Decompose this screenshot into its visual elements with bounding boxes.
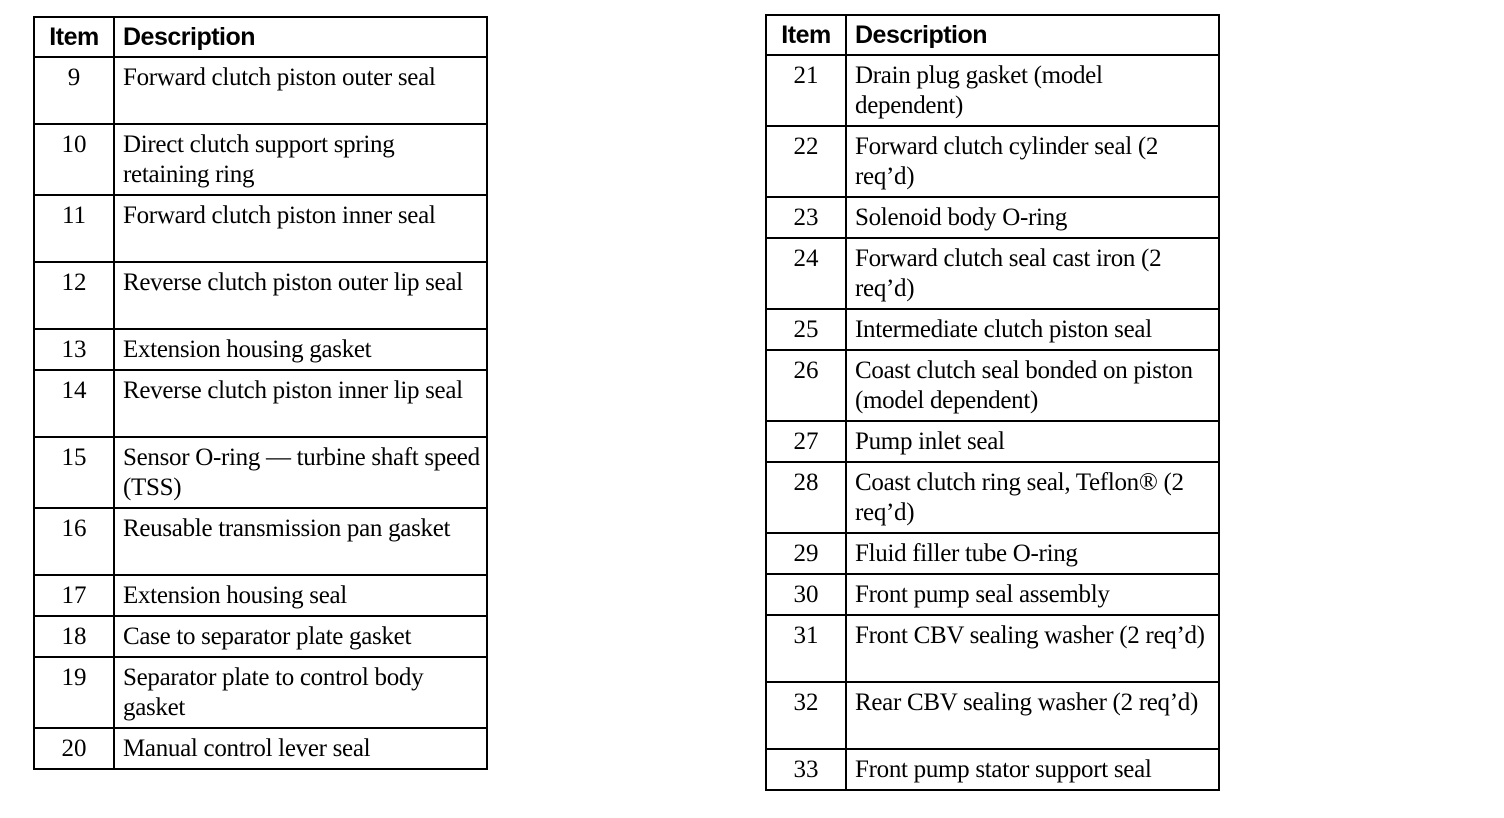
description-text: Forward clutch piston outer seal <box>123 64 436 91</box>
item-description <box>846 309 1219 350</box>
description-text: Separator plate to control body gasket <box>123 664 424 721</box>
item-number: 33 <box>766 749 846 790</box>
item-number: 27 <box>766 421 846 462</box>
item-description <box>846 682 1219 749</box>
item-number: 15 <box>34 437 114 508</box>
description-text: Front CBV sealing washer (2 req’d) <box>855 622 1205 649</box>
item-number: 12 <box>34 262 114 329</box>
table-row <box>34 657 487 728</box>
table-row <box>34 616 487 657</box>
description-text: Front pump seal assembly <box>855 581 1110 608</box>
item-description <box>846 350 1219 421</box>
item-number: 14 <box>34 370 114 437</box>
description-text: Front pump stator support seal <box>855 756 1152 783</box>
table-row <box>34 262 487 329</box>
item-description <box>846 238 1219 309</box>
item-description <box>114 437 487 508</box>
description-text: Coast clutch seal bonded on piston (model dependent) <box>855 357 1193 414</box>
parts-table-right <box>765 14 1220 791</box>
item-description <box>846 126 1219 197</box>
table-row <box>766 238 1219 309</box>
item-number: 21 <box>766 55 846 126</box>
description-text: Intermediate clutch piston seal <box>855 316 1152 343</box>
description-text: Forward clutch cylinder seal (2 req’d) <box>855 133 1159 190</box>
item-description <box>114 616 487 657</box>
description-text: Extension housing seal <box>123 582 347 609</box>
item-number: 30 <box>766 574 846 615</box>
table-row <box>34 728 487 769</box>
table-row <box>766 749 1219 790</box>
item-description <box>846 197 1219 238</box>
table-row <box>34 575 487 616</box>
table-row <box>766 350 1219 421</box>
item-description <box>114 728 487 769</box>
item-number: 24 <box>766 238 846 309</box>
description-text: Case to separator plate gasket <box>123 623 412 650</box>
table-row <box>766 126 1219 197</box>
table-row <box>766 533 1219 574</box>
table-row <box>766 615 1219 682</box>
description-text: Direct clutch support spring retaining ring <box>123 131 395 188</box>
item-column-header: Item <box>34 17 114 57</box>
item-description <box>114 508 487 575</box>
table-row <box>766 55 1219 126</box>
description-text: Forward clutch seal cast iron (2 req’d) <box>855 245 1162 302</box>
table-row <box>34 329 487 370</box>
table-row <box>766 574 1219 615</box>
description-text: Drain plug gasket (model dependent) <box>855 62 1103 119</box>
item-number: 22 <box>766 126 846 197</box>
table-row <box>34 57 487 124</box>
item-number: 23 <box>766 197 846 238</box>
item-description <box>846 574 1219 615</box>
table-header-row <box>34 17 487 57</box>
item-number: 25 <box>766 309 846 350</box>
item-number: 31 <box>766 615 846 682</box>
table-row <box>766 309 1219 350</box>
description-text: Pump inlet seal <box>855 428 1005 455</box>
description-text: Solenoid body O-ring <box>855 204 1068 231</box>
item-number: 20 <box>34 728 114 769</box>
description-column-header: Description <box>846 15 1219 55</box>
description-text: Reusable transmission pan gasket <box>123 515 451 542</box>
item-description <box>846 462 1219 533</box>
item-description <box>846 615 1219 682</box>
item-number: 28 <box>766 462 846 533</box>
table-row <box>34 370 487 437</box>
item-description <box>114 575 487 616</box>
description-text: Extension housing gasket <box>123 336 372 363</box>
item-number: 17 <box>34 575 114 616</box>
item-description <box>846 533 1219 574</box>
description-text: Reverse clutch piston outer lip seal <box>123 269 463 296</box>
item-description <box>114 57 487 124</box>
description-text: Forward clutch piston inner seal <box>123 202 436 229</box>
description-text: Fluid filler tube O-ring <box>855 540 1078 567</box>
description-text: Manual control lever seal <box>123 735 371 762</box>
item-number: 11 <box>34 195 114 262</box>
item-number: 19 <box>34 657 114 728</box>
item-description <box>846 749 1219 790</box>
parts-table-left <box>33 16 488 770</box>
item-number: 32 <box>766 682 846 749</box>
item-number: 13 <box>34 329 114 370</box>
table-row <box>34 124 487 195</box>
item-description <box>846 421 1219 462</box>
table-row <box>766 462 1219 533</box>
item-number: 16 <box>34 508 114 575</box>
item-number: 9 <box>34 57 114 124</box>
description-column-header: Description <box>114 17 487 57</box>
item-description <box>114 195 487 262</box>
item-number: 10 <box>34 124 114 195</box>
table-row <box>34 437 487 508</box>
item-number: 29 <box>766 533 846 574</box>
item-description <box>114 370 487 437</box>
item-description <box>846 55 1219 126</box>
description-text: Sensor O-ring — turbine shaft speed (TSS) <box>123 444 480 501</box>
item-number: 26 <box>766 350 846 421</box>
table-row <box>766 682 1219 749</box>
item-description <box>114 124 487 195</box>
description-text: Coast clutch ring seal, Teflon® (2 req’d) <box>855 469 1184 526</box>
table-row <box>766 421 1219 462</box>
item-number: 18 <box>34 616 114 657</box>
item-column-header: Item <box>766 15 846 55</box>
table-header-row <box>766 15 1219 55</box>
table-row <box>34 195 487 262</box>
description-text: Rear CBV sealing washer (2 req’d) <box>855 689 1199 716</box>
table-row <box>34 508 487 575</box>
item-description <box>114 657 487 728</box>
description-text: Reverse clutch piston inner lip seal <box>123 377 463 404</box>
table-row <box>766 197 1219 238</box>
item-description <box>114 262 487 329</box>
item-description <box>114 329 487 370</box>
